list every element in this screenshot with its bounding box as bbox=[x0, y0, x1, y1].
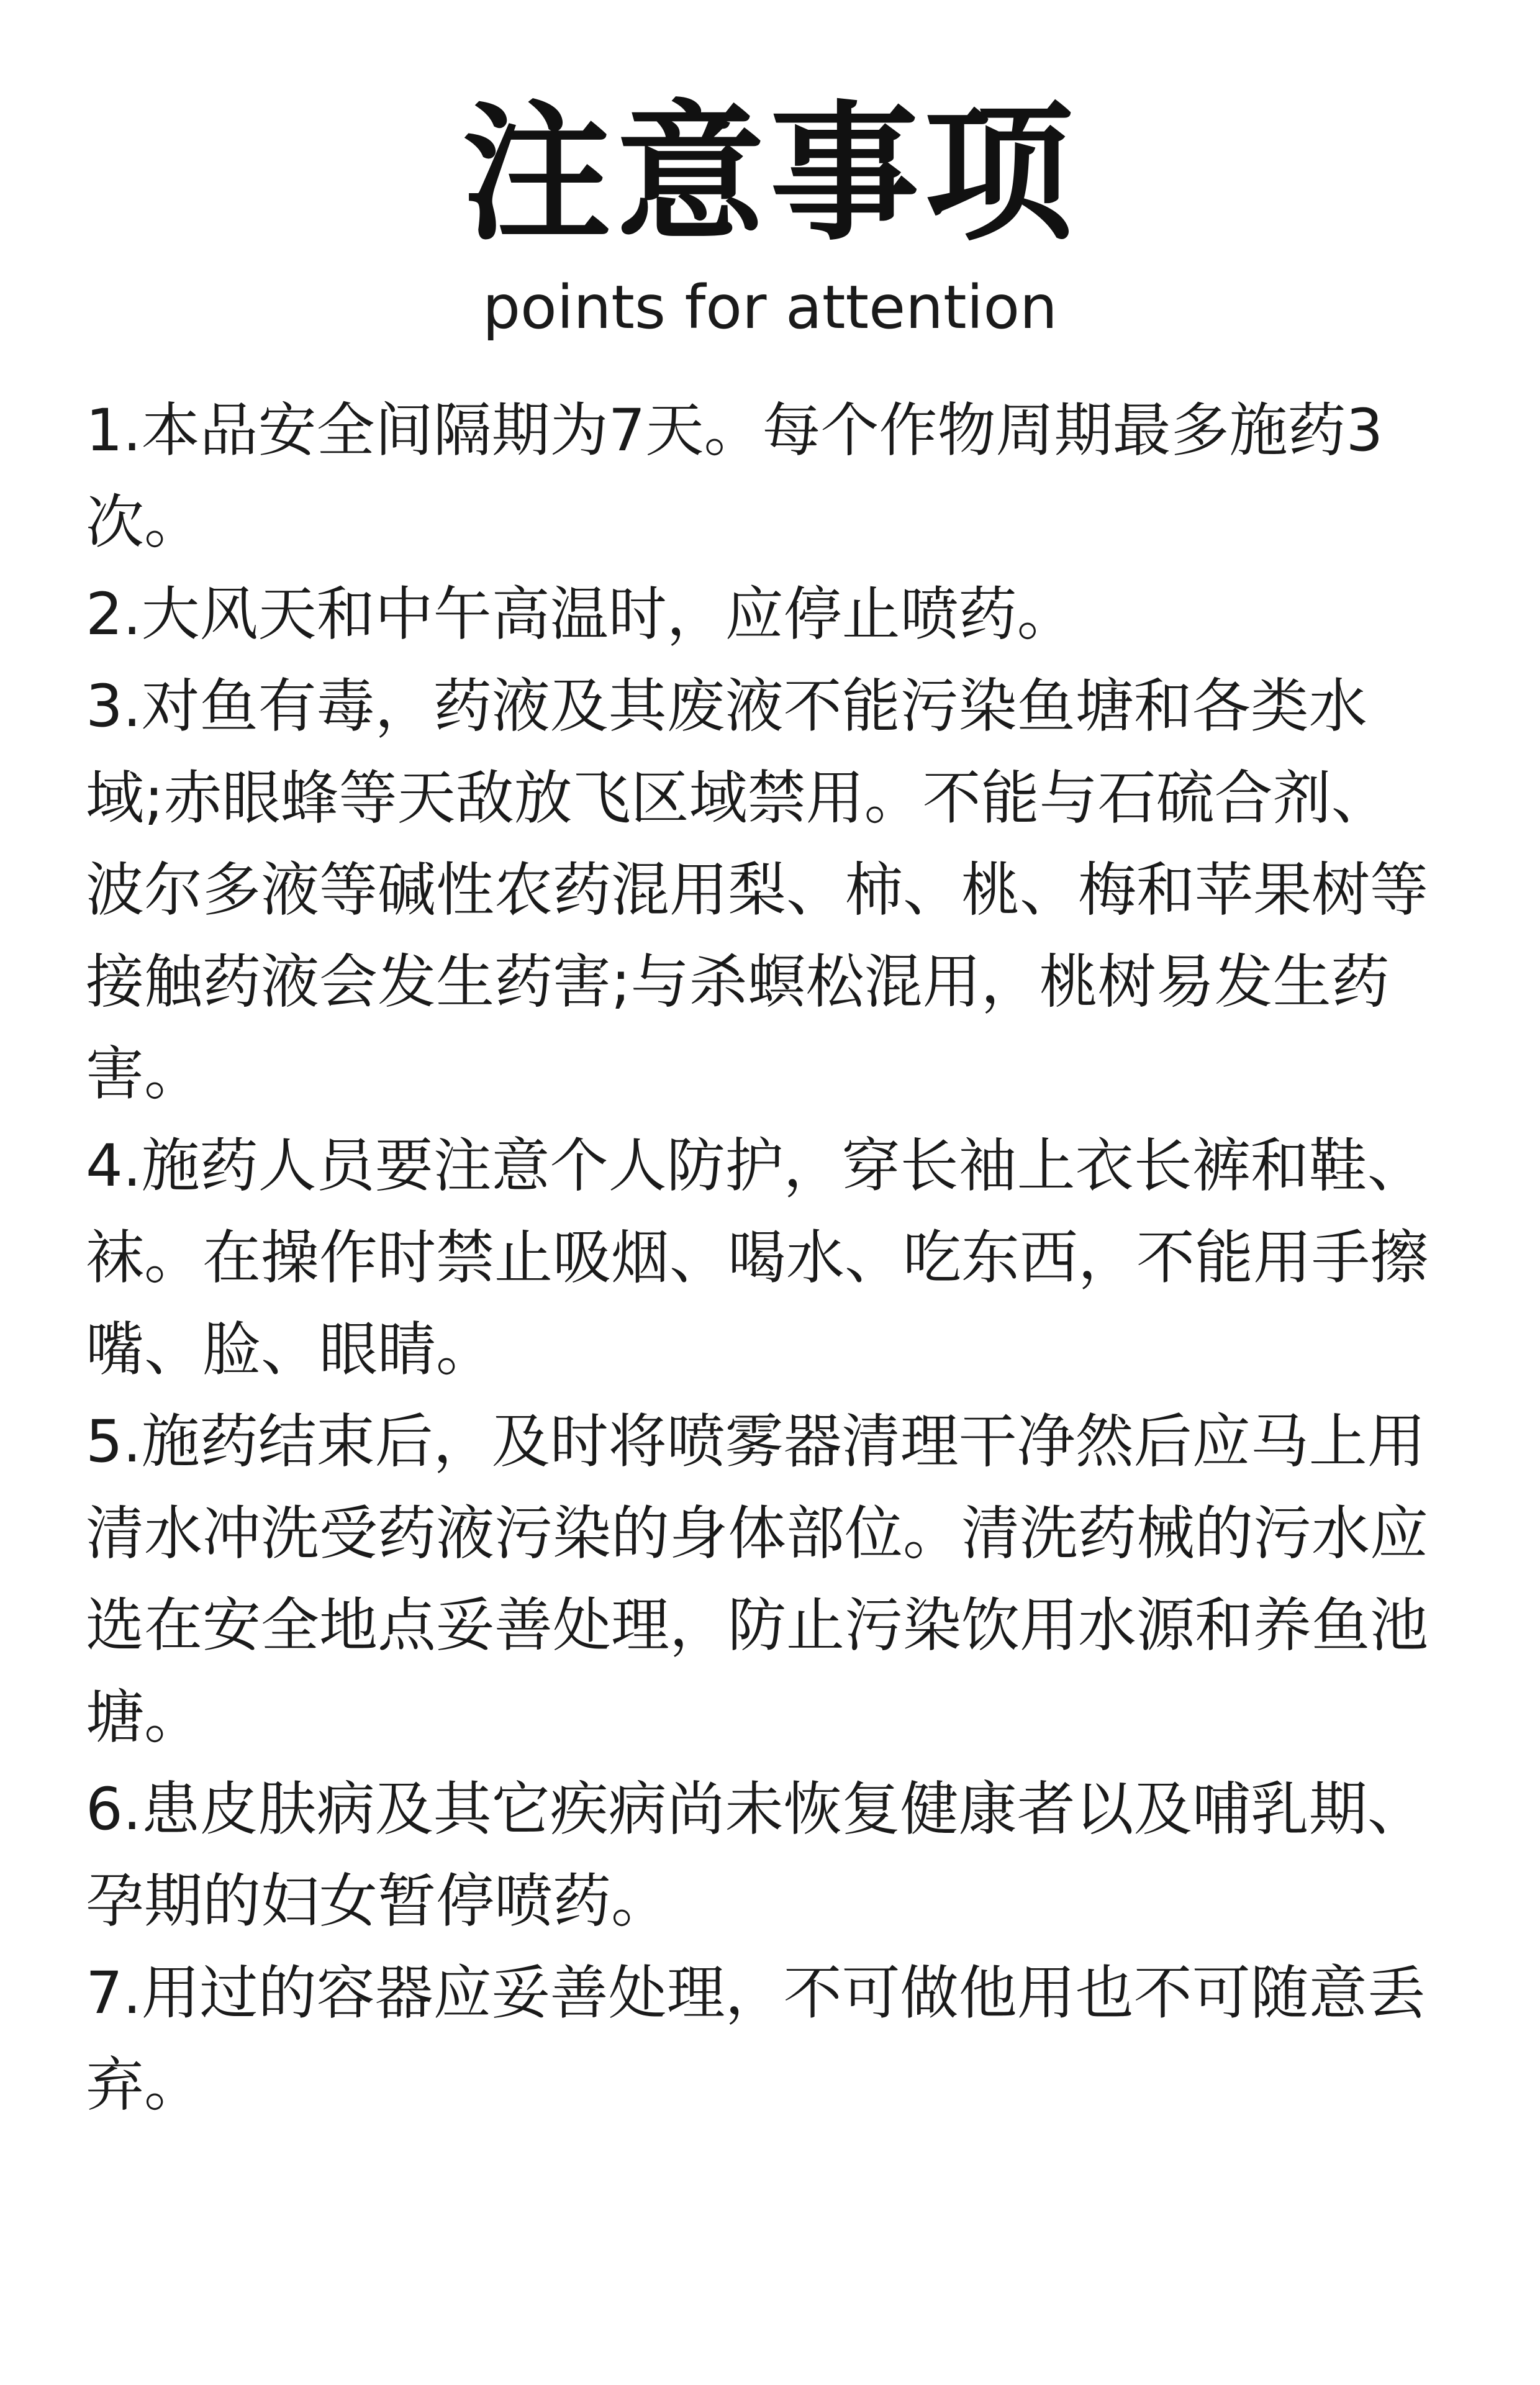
attention-item-4: 4.施药人员要注意个人防护，穿长袖上衣长裤和鞋、袜。在操作时禁止吸烟、喝水、吃东西，不能用手擦嘴、脸、眼睛。 bbox=[86, 1132, 1429, 1384]
page-title: 注意事项 bbox=[461, 87, 1078, 261]
attention-item-1: 1.本品安全间隔期为7天。每个作物周期最多施药3次。 bbox=[86, 397, 1384, 556]
attention-item-3: 3.对鱼有毒，药液及其废液不能污染鱼塘和各类水域;赤眼蜂等天敌放飞区域禁用。不能与石硫合剂、波尔多液等碱性农药混用梨、柿、桃、梅和苹果树等接触药液会发生药害;与杀螟松混用，桃树易发生药害。 bbox=[86, 673, 1429, 1108]
attention-item-5: 5.施药结束后，及时将喷雾器清理干净然后应马上用清水冲洗受药液污染的身体部位。清洗药械的污水应选在安全地点妥善处理，防止污染饮用水源和养鱼池塘。 bbox=[86, 1408, 1429, 1751]
page-subtitle: points for attention bbox=[482, 273, 1058, 342]
attention-item-2: 2.大风天和中午高温时，应停止喷药。 bbox=[86, 581, 1076, 648]
attention-item-6: 6.患皮肤病及其它疾病尚未恢复健康者以及哺乳期、孕期的妇女暂停喷药。 bbox=[86, 1776, 1426, 1935]
attention-list bbox=[86, 385, 1433, 2132]
attention-item-7: 7.用过的容器应妥善处理，不可做他用也不可随意丢弃。 bbox=[86, 1960, 1426, 2119]
